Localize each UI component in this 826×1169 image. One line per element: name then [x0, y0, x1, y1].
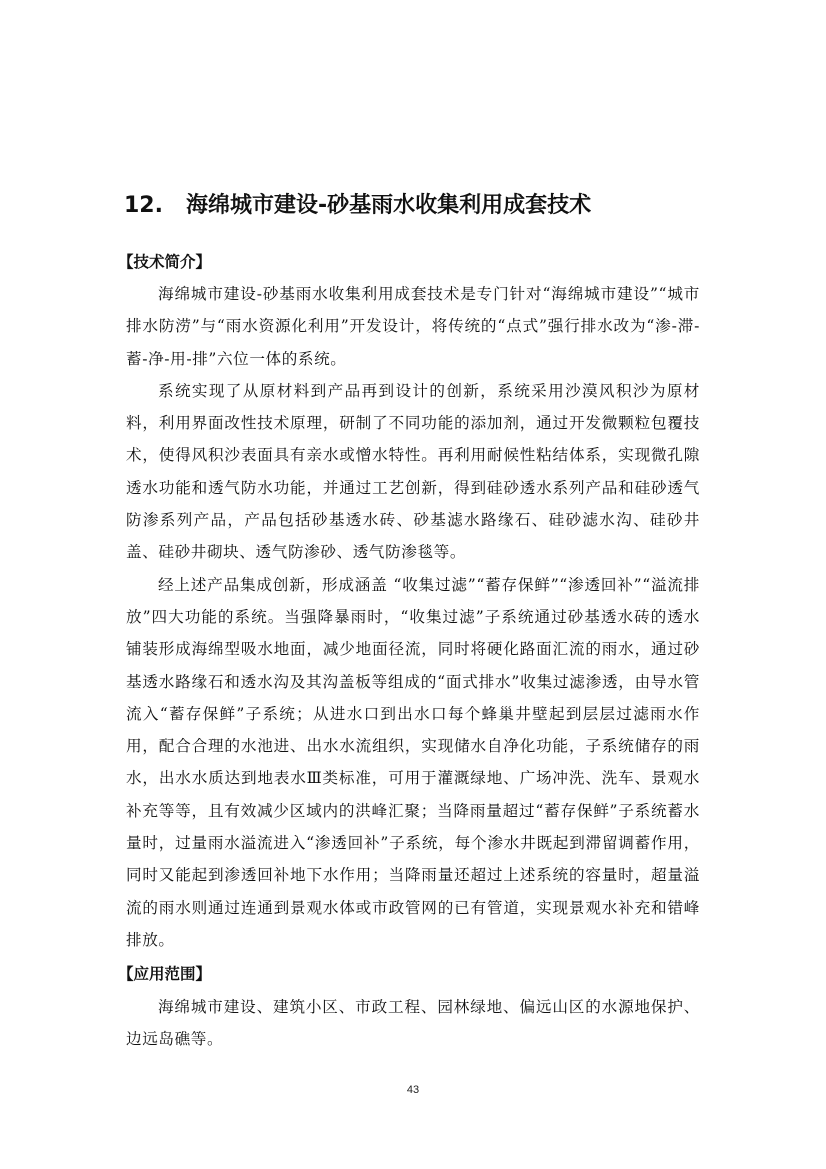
- application-heading: 【应用范围】: [118, 965, 212, 983]
- section-title: [124, 190, 744, 222]
- intro-paragraph: 海绵城市建设-砂基雨水收集利用成套技术是专门针对“海绵城市建设”“城市排水防涝”与“雨水资源化利用”开发设计，将传统的“点式”强行排水改为“渗-滞-蓄-净-用-排”六位一体的系统。: [126, 285, 700, 368]
- section-number: 12.: [124, 193, 163, 218]
- intro-body: [126, 278, 700, 956]
- page-number: 43: [406, 1084, 420, 1096]
- application-body: [126, 991, 700, 1056]
- intro-heading: 【技术简介】: [118, 253, 212, 271]
- intro-paragraph: 系统实现了从原材料到产品再到设计的创新，系统采用沙漠风积沙为原材料，利用界面改性技术原理，研制了不同功能的添加剂，通过开发微颗粒包覆技术，使得风积沙表面具有亲水或憎水特性。再利用耐候性粘结体系，实现微孔隙透水功能和透气防水功能，并通过工艺创新，得到硅砂透水系列产品和硅砂透气防渗系列产品，产品包括砂基透水砖、砂基滤水路缘石、硅砂滤水沟、硅砂井盖、硅砂井砌块、透气防渗砂、透气防渗毯等。: [126, 381, 700, 562]
- application-paragraph: 海绵城市建设、建筑小区、市政工程、园林绿地、偏远山区的水源地保护、边远岛礁等。: [126, 998, 700, 1049]
- intro-paragraph: 经上述产品集成创新，形成涵盖 “收集过滤”“蓄存保鲜”“渗透回补”“溢流排放”四大功能的系统。当强降暴雨时，“收集过滤”子系统通过砂基透水砖的透水铺装形成海绵型吸水地面，减少地面径流，同时将硬化路面汇流的雨水，通过砂基透水路缘石和透水沟及其沟盖板等组成的“面式排水”收集过滤渗透，由导水管流入“蓄存保鲜”子系统；从进水口到出水口每个蜂巢井壁起到层层过滤雨水作用，配合合理的水池进、出水水流组织，实现储水自净化功能，子系统储存的雨水，出水水质达到地表水Ⅲ类标准，可用于灌溉绿地、广场冲洗、洗车、景观水补充等等，且有效减少区域内的洪峰汇聚；当降雨量超过“蓄存保鲜”子系统蓄水量时，过量雨水溢流进入“渗透回补”子系统，每个渗水井既起到滞留调蓄作用，同时又能起到渗透回补地下水作用；当降雨量还超过上述系统的容量时，超量溢流的雨水则通过连通到景观水体或市政管网的已有管道，实现景观水补充和错峰排放。: [126, 575, 700, 949]
- section-title-text: 海绵城市建设-砂基雨水收集利用成套技术: [186, 193, 592, 218]
